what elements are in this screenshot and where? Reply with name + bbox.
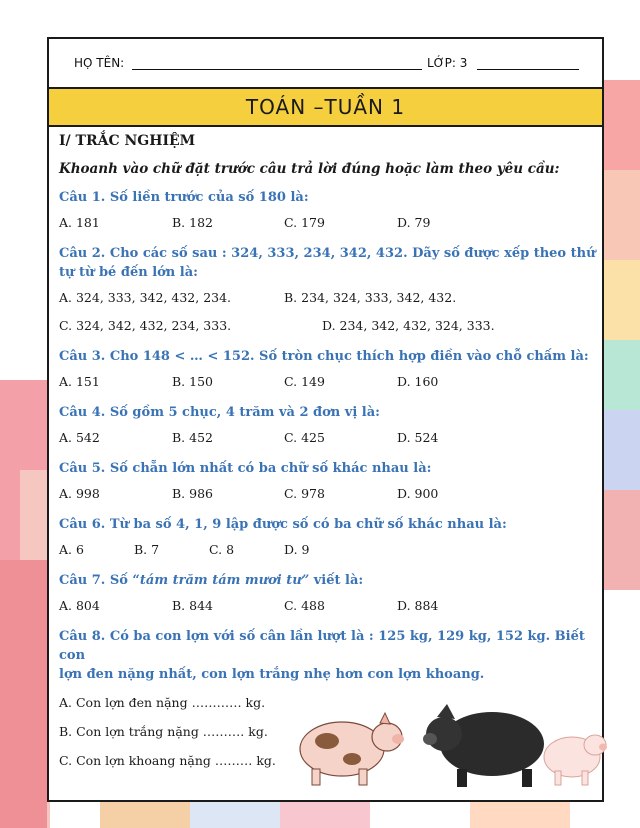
option-b: B. 7: [134, 542, 160, 557]
question-7-italic: tám trăm tám mươi tư”: [139, 573, 310, 588]
question-3: Câu 3. Cho 148 < … < 152. Số tròn chục thích hợp điền vào chỗ chấm là:: [59, 349, 589, 364]
black-pig-icon: [423, 704, 544, 787]
section-heading: I/ TRẮC NGHIỆM: [59, 133, 196, 149]
option-b: B. 234, 324, 333, 342, 432.: [284, 290, 457, 305]
option-b: B. 182: [172, 215, 213, 230]
pigs-illustration: [297, 699, 607, 794]
option-d: D. 884: [397, 598, 439, 613]
option-d: D. 79: [397, 215, 431, 230]
question-2-line-2: tự từ bé đến lớn là:: [59, 265, 198, 280]
option-a: A. 804: [59, 598, 100, 613]
worksheet-content: [59, 131, 599, 771]
question-2: [59, 244, 599, 282]
option-b: B. 452: [172, 430, 213, 445]
question-7-prefix: Câu 7. Số “: [59, 573, 140, 588]
question-1: Câu 1. Số liền trước của số 180 là:: [59, 190, 309, 205]
option-b: B. 844: [172, 598, 213, 613]
question-5-options: [59, 486, 599, 506]
option-c: C. 978: [284, 486, 325, 501]
option-a: A. 151: [59, 374, 100, 389]
option-c: C. 179: [284, 215, 325, 230]
student-info-row: [49, 39, 602, 87]
question-6-options: [59, 542, 599, 562]
instruction: Khoanh vào chữ đặt trước câu trả lời đúng hoặc làm theo yêu cầu:: [59, 161, 560, 177]
option-d: D. 160: [397, 374, 439, 389]
option-a: A. 181: [59, 215, 100, 230]
option-b: B. 150: [172, 374, 213, 389]
question-2-line-1: Câu 2. Cho các số sau : 324, 333, 234, 342, 432. Dãy số được xếp theo thứ: [59, 246, 596, 261]
question-6: Câu 6. Từ ba số 4, 1, 9 lập được số có ba chữ số khác nhau là:: [59, 517, 507, 532]
option-d: D. 900: [397, 486, 439, 501]
answer-line-spotted-pig: C. Con lợn khoang nặng ……… kg.: [59, 753, 276, 768]
question-5: Câu 5. Số chẵn lớn nhất có ba chữ số khác nhau là:: [59, 461, 432, 476]
white-pig-icon: [544, 735, 607, 785]
option-d: D. 524: [397, 430, 439, 445]
option-a: A. 6: [59, 542, 84, 557]
page-title: TOÁN –TUẦN 1: [49, 87, 602, 127]
option-a: A. 324, 333, 342, 432, 234.: [59, 290, 232, 305]
answer-line-white-pig: B. Con lợn trắng nặng ………. kg.: [59, 724, 268, 739]
option-c: C. 324, 342, 432, 234, 333.: [59, 318, 232, 333]
class-label: LỚP: 3: [427, 56, 468, 70]
class-blank: [477, 69, 579, 70]
name-blank: [132, 69, 422, 70]
option-c: C. 8: [209, 542, 235, 557]
option-c: C. 149: [284, 374, 325, 389]
question-2-options-row-2: [59, 318, 599, 338]
question-2-options-row-1: [59, 290, 599, 310]
option-c: C. 488: [284, 598, 325, 613]
question-3-options: [59, 374, 599, 394]
spotted-pig-icon: [300, 713, 404, 785]
question-8-line-1: Câu 8. Có ba con lợn với số cân lần lượt là : 125 kg, 129 kg, 152 kg. Biết con: [59, 629, 585, 663]
question-4: Câu 4. Số gồm 5 chục, 4 trăm và 2 đơn vị là:: [59, 405, 380, 420]
answer-line-black-pig: A. Con lợn đen nặng ………… kg.: [59, 695, 266, 710]
question-1-options: [59, 215, 599, 235]
question-7-suffix: viết là:: [309, 573, 364, 588]
option-d: D. 234, 342, 432, 324, 333.: [322, 318, 495, 333]
question-4-options: [59, 430, 599, 450]
question-7: [59, 571, 599, 590]
option-a: A. 998: [59, 486, 100, 501]
question-8: [59, 627, 599, 684]
question-7-options: [59, 598, 599, 618]
option-b: B. 986: [172, 486, 213, 501]
option-d: D. 9: [284, 542, 310, 557]
worksheet: [47, 37, 604, 802]
option-a: A. 542: [59, 430, 100, 445]
question-8-line-2: lợn đen nặng nhất, con lợn trắng nhẹ hơn con lợn khoang.: [59, 667, 485, 682]
option-c: C. 425: [284, 430, 325, 445]
name-label: HỌ TÊN:: [74, 56, 125, 70]
